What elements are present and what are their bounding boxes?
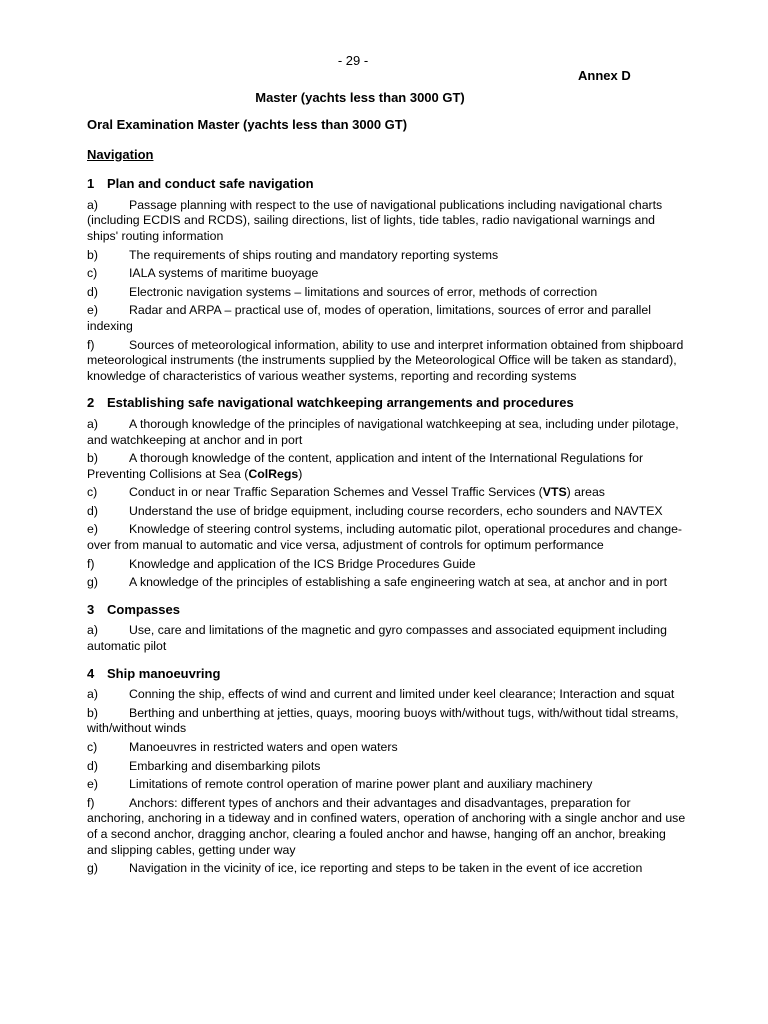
list-item bbox=[87, 504, 687, 520]
item-label: a) bbox=[87, 687, 98, 702]
list-item bbox=[87, 557, 687, 573]
item-text: Berthing and unberthing at jetties, quays, mooring buoys with/without tugs, with/without tidal streams, with/without winds bbox=[87, 705, 679, 736]
list-item bbox=[87, 861, 687, 877]
item-text-bold: ColRegs bbox=[248, 466, 299, 481]
item-label: c) bbox=[87, 266, 98, 281]
section-heading-4 bbox=[87, 666, 687, 682]
section-number: 3 bbox=[87, 601, 95, 617]
item-text: Understand the use of bridge equipment, including course recorders, echo sounders and NAVTEX bbox=[129, 503, 663, 518]
section-title: Compasses bbox=[107, 601, 180, 617]
list-item bbox=[87, 687, 687, 703]
list-item bbox=[87, 575, 687, 591]
list-item bbox=[87, 451, 687, 482]
section-title: Plan and conduct safe navigation bbox=[107, 176, 314, 192]
list-item bbox=[87, 248, 687, 264]
document-title: Master (yachts less than 3000 GT) bbox=[255, 90, 465, 105]
item-label: g) bbox=[87, 575, 98, 590]
item-text: Limitations of remote control operation of marine power plant and auxiliary machinery bbox=[129, 777, 593, 792]
item-label: b) bbox=[87, 247, 98, 262]
item-label: a) bbox=[87, 197, 98, 212]
list-item bbox=[87, 285, 687, 301]
list-item bbox=[87, 303, 687, 334]
item-text: Use, care and limitations of the magnetic and gyro compasses and associated equipment including automatic pilot bbox=[87, 623, 667, 654]
item-label: f) bbox=[87, 337, 95, 352]
document-body bbox=[87, 117, 687, 888]
item-text: The requirements of ships routing and mandatory reporting systems bbox=[129, 247, 499, 262]
section-2-list bbox=[87, 417, 687, 591]
item-label: c) bbox=[87, 740, 98, 754]
section-heading-3 bbox=[87, 602, 687, 618]
section-4-list bbox=[87, 687, 687, 877]
item-label: c) bbox=[87, 485, 98, 500]
item-label: e) bbox=[87, 303, 98, 318]
section-number: 1 bbox=[87, 176, 95, 192]
list-item bbox=[87, 485, 687, 501]
list-item bbox=[87, 417, 687, 448]
list-item bbox=[87, 706, 687, 737]
item-text: A knowledge of the principles of establishing a safe engineering watch at sea, at anchor and in port bbox=[129, 575, 667, 590]
section-label-navigation: Navigation bbox=[87, 146, 154, 162]
section-3-list bbox=[87, 623, 687, 654]
item-text: Manoeuvres in restricted waters and open waters bbox=[129, 740, 398, 754]
item-text: Embarking and disembarking pilots bbox=[129, 758, 321, 773]
item-text: Navigation in the vicinity of ice, ice reporting and steps to be taken in the event of ice accretion bbox=[129, 861, 643, 876]
page-number: - 29 - bbox=[337, 53, 369, 68]
item-label: b) bbox=[87, 451, 98, 466]
item-text: Knowledge of steering control systems, including automatic pilot, operational procedures and change-over from manual to automatic and vice versa, adjustment of controls for optimum performance bbox=[87, 522, 682, 553]
item-text: Knowledge and application of the ICS Bridge Procedures Guide bbox=[129, 556, 476, 571]
list-item bbox=[87, 796, 687, 858]
item-text: A thorough knowledge of the content, application and intent of the International Regulations for Preventing Collisions at Sea ( bbox=[87, 451, 644, 481]
item-text: A thorough knowledge of the principles of navigational watchkeeping at sea, including under pilotage, and watchkeeping at anchor and in port bbox=[87, 416, 679, 447]
item-label: e) bbox=[87, 777, 98, 792]
list-item bbox=[87, 266, 687, 282]
item-label: b) bbox=[87, 705, 98, 720]
exam-subtitle: Oral Examination Master (yachts less than 3000 GT) bbox=[87, 117, 408, 132]
section-1-list bbox=[87, 198, 687, 385]
item-label: f) bbox=[87, 795, 95, 810]
section-number: 4 bbox=[87, 665, 95, 681]
list-item bbox=[87, 338, 687, 385]
item-text: Conduct in or near Traffic Separation Schemes and Vessel Traffic Services ( bbox=[129, 485, 543, 500]
item-label: d) bbox=[87, 503, 98, 518]
list-item bbox=[87, 740, 687, 756]
item-label: g) bbox=[87, 861, 98, 876]
list-item bbox=[87, 777, 687, 793]
item-text: Anchors: different types of anchors and their advantages and disadvantages, preparation for anchoring, anchoring in a tideway and in confined waters, operation of anchoring with a single anchor and use of a second anchor, dragging anchor, clearing a fouled anchor and hawse, hanging off an anchor, breaking and slipping cables, getting under way bbox=[87, 795, 686, 857]
section-heading-2 bbox=[87, 395, 687, 411]
annex-label: Annex D bbox=[578, 68, 631, 83]
section-title: Ship manoeuvring bbox=[107, 665, 221, 681]
list-item bbox=[87, 623, 687, 654]
item-text: Radar and ARPA – practical use of, modes of operation, limitations, sources of error and parallel indexing bbox=[87, 303, 651, 333]
section-title: Establishing safe navigational watchkeeping arrangements and procedures bbox=[107, 395, 574, 411]
list-item bbox=[87, 759, 687, 775]
item-text: Sources of meteorological information, ability to use and interpret information obtained from shipboard meteorological instruments (the instruments supplied by the Meteorological Office will be taken as standard), knowledge of characteristics of various weather systems, reporting and recording systems bbox=[87, 337, 684, 383]
item-text: Conning the ship, effects of wind and current and limited under keel clearance; Interaction and squat bbox=[129, 687, 675, 702]
item-text: ) bbox=[298, 466, 303, 481]
item-label: d) bbox=[87, 758, 98, 773]
item-label: d) bbox=[87, 284, 98, 299]
section-number: 2 bbox=[87, 395, 95, 411]
item-text: ) areas bbox=[566, 485, 605, 500]
list-item bbox=[87, 198, 687, 245]
item-text: Passage planning with respect to the use of navigational publications including navigational charts (including ECDIS and RCDS), sailing directions, list of lights, tide tables, radio navigational warnings and ships' routing information bbox=[87, 197, 663, 243]
item-text: IALA systems of maritime buoyage bbox=[129, 266, 319, 281]
item-label: f) bbox=[87, 556, 95, 571]
item-label: a) bbox=[87, 623, 98, 638]
item-text-bold: VTS bbox=[542, 485, 567, 500]
section-heading-1 bbox=[87, 176, 687, 192]
list-item bbox=[87, 522, 687, 553]
item-label: a) bbox=[87, 416, 98, 431]
item-text: Electronic navigation systems – limitations and sources of error, methods of correction bbox=[129, 284, 598, 299]
item-label: e) bbox=[87, 522, 98, 537]
